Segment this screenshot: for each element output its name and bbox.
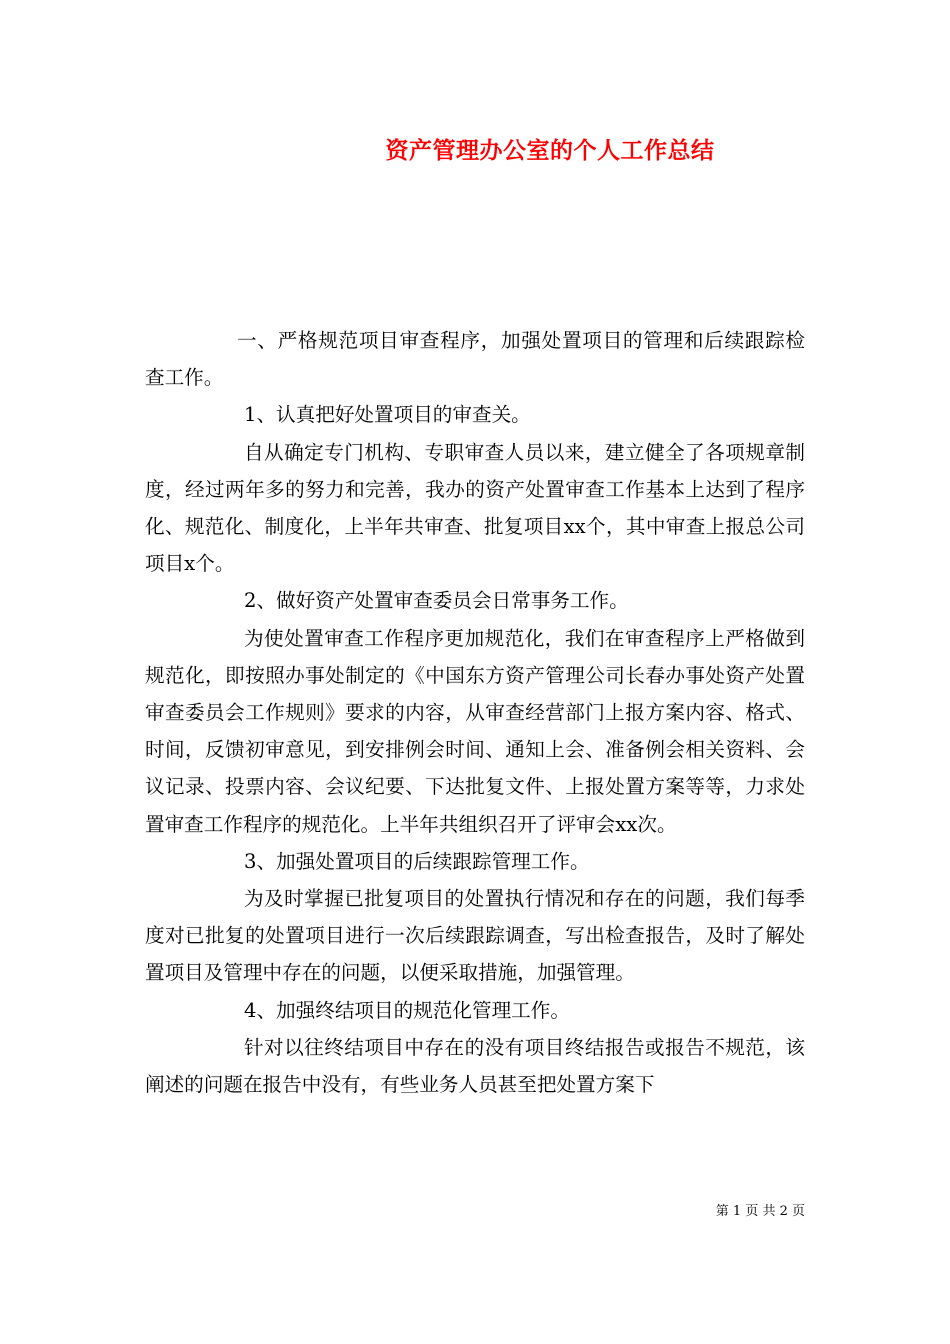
subsection-heading: 2、做好资产处置审查委员会日常事务工作。 (244, 589, 629, 613)
body-paragraph: 自从确定专门机构、专职审查人员以来，建立健全了各项规章制度，经过两年多的努力和完善，我办的资产处置审查工作基本上达到了程序化、规范化、制度化，上半年共审查、批复项目xx个，其中审查上报总公司项目x个。 (145, 440, 805, 576)
body-paragraph: 为使处置审查工作程序更加规范化，我们在审查程序上严格做到规范化，即按照办事处制定的《中国东方资产管理公司长春办事处资产处置审查委员会工作规则》要求的内容，从审查经营部门上报方案内容、格式、时间，反馈初审意见，到安排例会时间、通知上会、准备例会相关资料、会议记录、投票内容、会议纪要、下达批复文件、上报处置方案等等，力求处置审查工作程序的规范化。上半年共组织召开了评审会xx次。 (145, 626, 805, 836)
subsection-heading: 1、认真把好处置项目的审查关。 (244, 403, 531, 427)
subsection-heading: 4、加强终结项目的规范化管理工作。 (244, 998, 570, 1022)
body-paragraph: 针对以往终结项目中存在的没有项目终结报告或报告不规范，该阐述的问题在报告中没有，有些业务人员甚至把处置方案下 (145, 1035, 805, 1097)
document-title: 资产管理办公室的个人工作总结 (385, 137, 715, 164)
subsection-heading: 3、加强处置项目的后续跟踪管理工作。 (244, 849, 590, 873)
document-body (145, 322, 805, 1103)
page-number: 第 1 页 共 2 页 (715, 1204, 805, 1219)
body-paragraph: 为及时掌握已批复项目的处置执行情况和存在的问题，我们每季度对已批复的处置项目进行一次后续跟踪调查，写出检查报告，及时了解处置项目及管理中存在的问题，以便采取措施，加强管理。 (145, 887, 805, 985)
section-heading: 一、严格规范项目审查程序，加强处置项目的管理和后续跟踪检查工作。 (145, 329, 805, 390)
